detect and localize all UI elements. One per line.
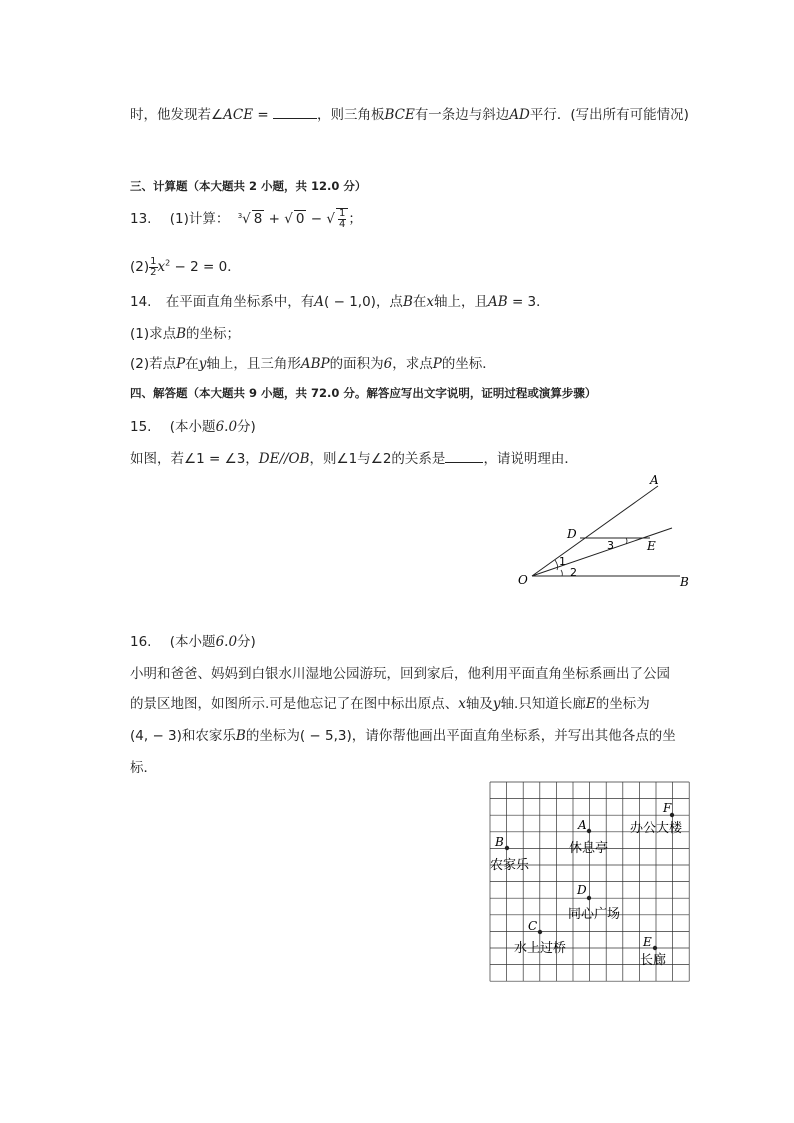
label-f: F xyxy=(663,801,672,815)
text: 平行．(写出所有可能情况) xyxy=(529,107,689,123)
math-p: P xyxy=(176,356,186,372)
text: 分) xyxy=(237,634,256,650)
math-y: y xyxy=(492,696,501,712)
label-a-name: 休息亭 xyxy=(569,841,609,856)
text: 在 xyxy=(412,294,427,310)
question-number: 15. xyxy=(130,419,152,435)
text: ，点 xyxy=(375,294,403,310)
text: (本小题 xyxy=(169,419,216,435)
math-e: E xyxy=(585,696,596,712)
question-number: 13. xyxy=(130,211,152,227)
denominator: 4 xyxy=(339,218,346,230)
math-abp: ABP xyxy=(300,356,330,372)
label-c-name: 水上过桥 xyxy=(514,941,567,956)
question-13-part-1: 13. (1)计算： $^3$√ 8 + √ 0 − √ $\frac{1}{4}$ ； xyxy=(130,207,362,230)
point-c xyxy=(538,930,542,934)
math-var: x xyxy=(157,259,166,275)
label-a: A xyxy=(650,473,659,487)
text: 在平面直角坐标系中，有 xyxy=(165,294,315,310)
math-b: B xyxy=(402,294,413,310)
score: 6.0 xyxy=(215,419,238,435)
math-ace: ACE xyxy=(223,107,254,123)
label-b: B xyxy=(680,575,689,589)
radicand: 8 xyxy=(253,211,263,227)
question-number: 16. xyxy=(130,634,152,650)
text: (1) xyxy=(130,326,150,342)
text: 时，他发现若∠ xyxy=(130,107,224,123)
text: = xyxy=(253,107,273,123)
label-d: D xyxy=(567,527,577,541)
math-bce: BCE xyxy=(384,107,415,123)
math-ad: AD xyxy=(509,107,530,123)
text: 的坐标为 xyxy=(595,696,650,712)
math-p: P xyxy=(432,356,442,372)
text: ，则三角板 xyxy=(316,107,385,123)
text: 有一条边与斜边 xyxy=(414,107,510,123)
point-e xyxy=(653,946,657,950)
denominator: 2 xyxy=(150,266,157,278)
text: ． xyxy=(227,259,241,275)
text: 若点 xyxy=(149,356,177,372)
math-de-parallel-ob: DE//OB xyxy=(258,451,310,467)
text: (2) xyxy=(130,356,150,372)
label-f-name: 办公大楼 xyxy=(630,821,683,836)
label-d: D xyxy=(577,883,587,897)
score: 6.0 xyxy=(215,634,238,650)
math-a: A xyxy=(314,294,325,310)
point-a xyxy=(587,829,591,833)
text: = 3． xyxy=(507,294,550,310)
point-b xyxy=(505,846,509,850)
section-3-heading: 三、计算题（本大题共 2 小题，共 12.0 分） xyxy=(130,179,367,193)
math-y: y xyxy=(198,356,207,372)
text: 的坐标． xyxy=(441,356,496,372)
text: 轴上，且三角形 xyxy=(206,356,301,372)
text: 如图，若∠1 = ∠3， xyxy=(130,451,259,467)
angle-1-label: 1 xyxy=(559,555,566,568)
operator: + xyxy=(264,211,285,227)
text: ，请说明理由． xyxy=(483,451,578,467)
question-number: 14. xyxy=(130,294,152,310)
text: (4, − 3)和农家乐 xyxy=(130,728,236,744)
label-o: O xyxy=(518,573,528,587)
question-16-line-4: 标． xyxy=(130,760,157,776)
text: 轴及 xyxy=(465,696,493,712)
math-b: B xyxy=(176,326,187,342)
text: 的坐标为( − 5,3)，请你帮他画出平面直角坐标系，并写出其他各点的坐 xyxy=(245,728,676,744)
text: (1)计算： xyxy=(169,211,230,227)
coord: ( − 1,0) xyxy=(324,294,376,310)
label-e: E xyxy=(647,539,656,553)
equation-rest: − 2 = 0 xyxy=(170,259,228,275)
text: 的坐标； xyxy=(186,326,241,342)
label-e: E xyxy=(643,935,652,949)
exponent: 2 xyxy=(165,258,171,268)
text: 的景区地图，如图所示.可是他忘记了在图中标出原点、 xyxy=(130,696,459,712)
label-c: C xyxy=(528,919,538,933)
label-d-name: 同心广场 xyxy=(568,907,621,922)
label-a: A xyxy=(578,818,587,832)
point-d xyxy=(587,896,591,900)
text: ； xyxy=(348,211,362,227)
text: 的面积为 xyxy=(329,356,384,372)
section-4-heading: 四、解答题（本大题共 9 小题，共 72.0 分。解答应写出文字说明，证明过程或演算步骤） xyxy=(130,386,597,400)
text: ，则∠1与∠2的关系是 xyxy=(309,451,446,467)
text: ，求点 xyxy=(392,356,433,372)
text: (2) xyxy=(130,259,150,275)
text: (本小题 xyxy=(169,634,216,650)
math-x: x xyxy=(426,294,434,310)
angle-2-label: 2 xyxy=(570,566,577,579)
text: 求点 xyxy=(149,326,177,342)
label-b-name: 农家乐 xyxy=(490,858,530,873)
math-x: x xyxy=(458,696,466,712)
math-ab: AB xyxy=(487,294,508,310)
text: 轴.只知道长廊 xyxy=(500,696,586,712)
operator: − xyxy=(306,211,327,227)
question-16-line-1: 小明和爸爸、妈妈到白银水川湿地公园游玩，回到家后，他利用平面直角坐标系画出了公园 xyxy=(130,666,670,682)
text: 分) xyxy=(237,419,256,435)
text: 轴上，且 xyxy=(433,294,488,310)
root-index: 3 xyxy=(237,211,243,220)
numerator: 1 xyxy=(339,207,346,219)
angle-3-label: 3 xyxy=(607,539,614,552)
label-b: B xyxy=(495,835,504,849)
text: 在 xyxy=(185,356,199,372)
label-e-name: 长廊 xyxy=(640,953,667,968)
math-b: B xyxy=(235,728,246,744)
radicand: 0 xyxy=(295,211,305,227)
numerator: 1 xyxy=(150,255,157,267)
math-6: 6 xyxy=(383,356,393,372)
